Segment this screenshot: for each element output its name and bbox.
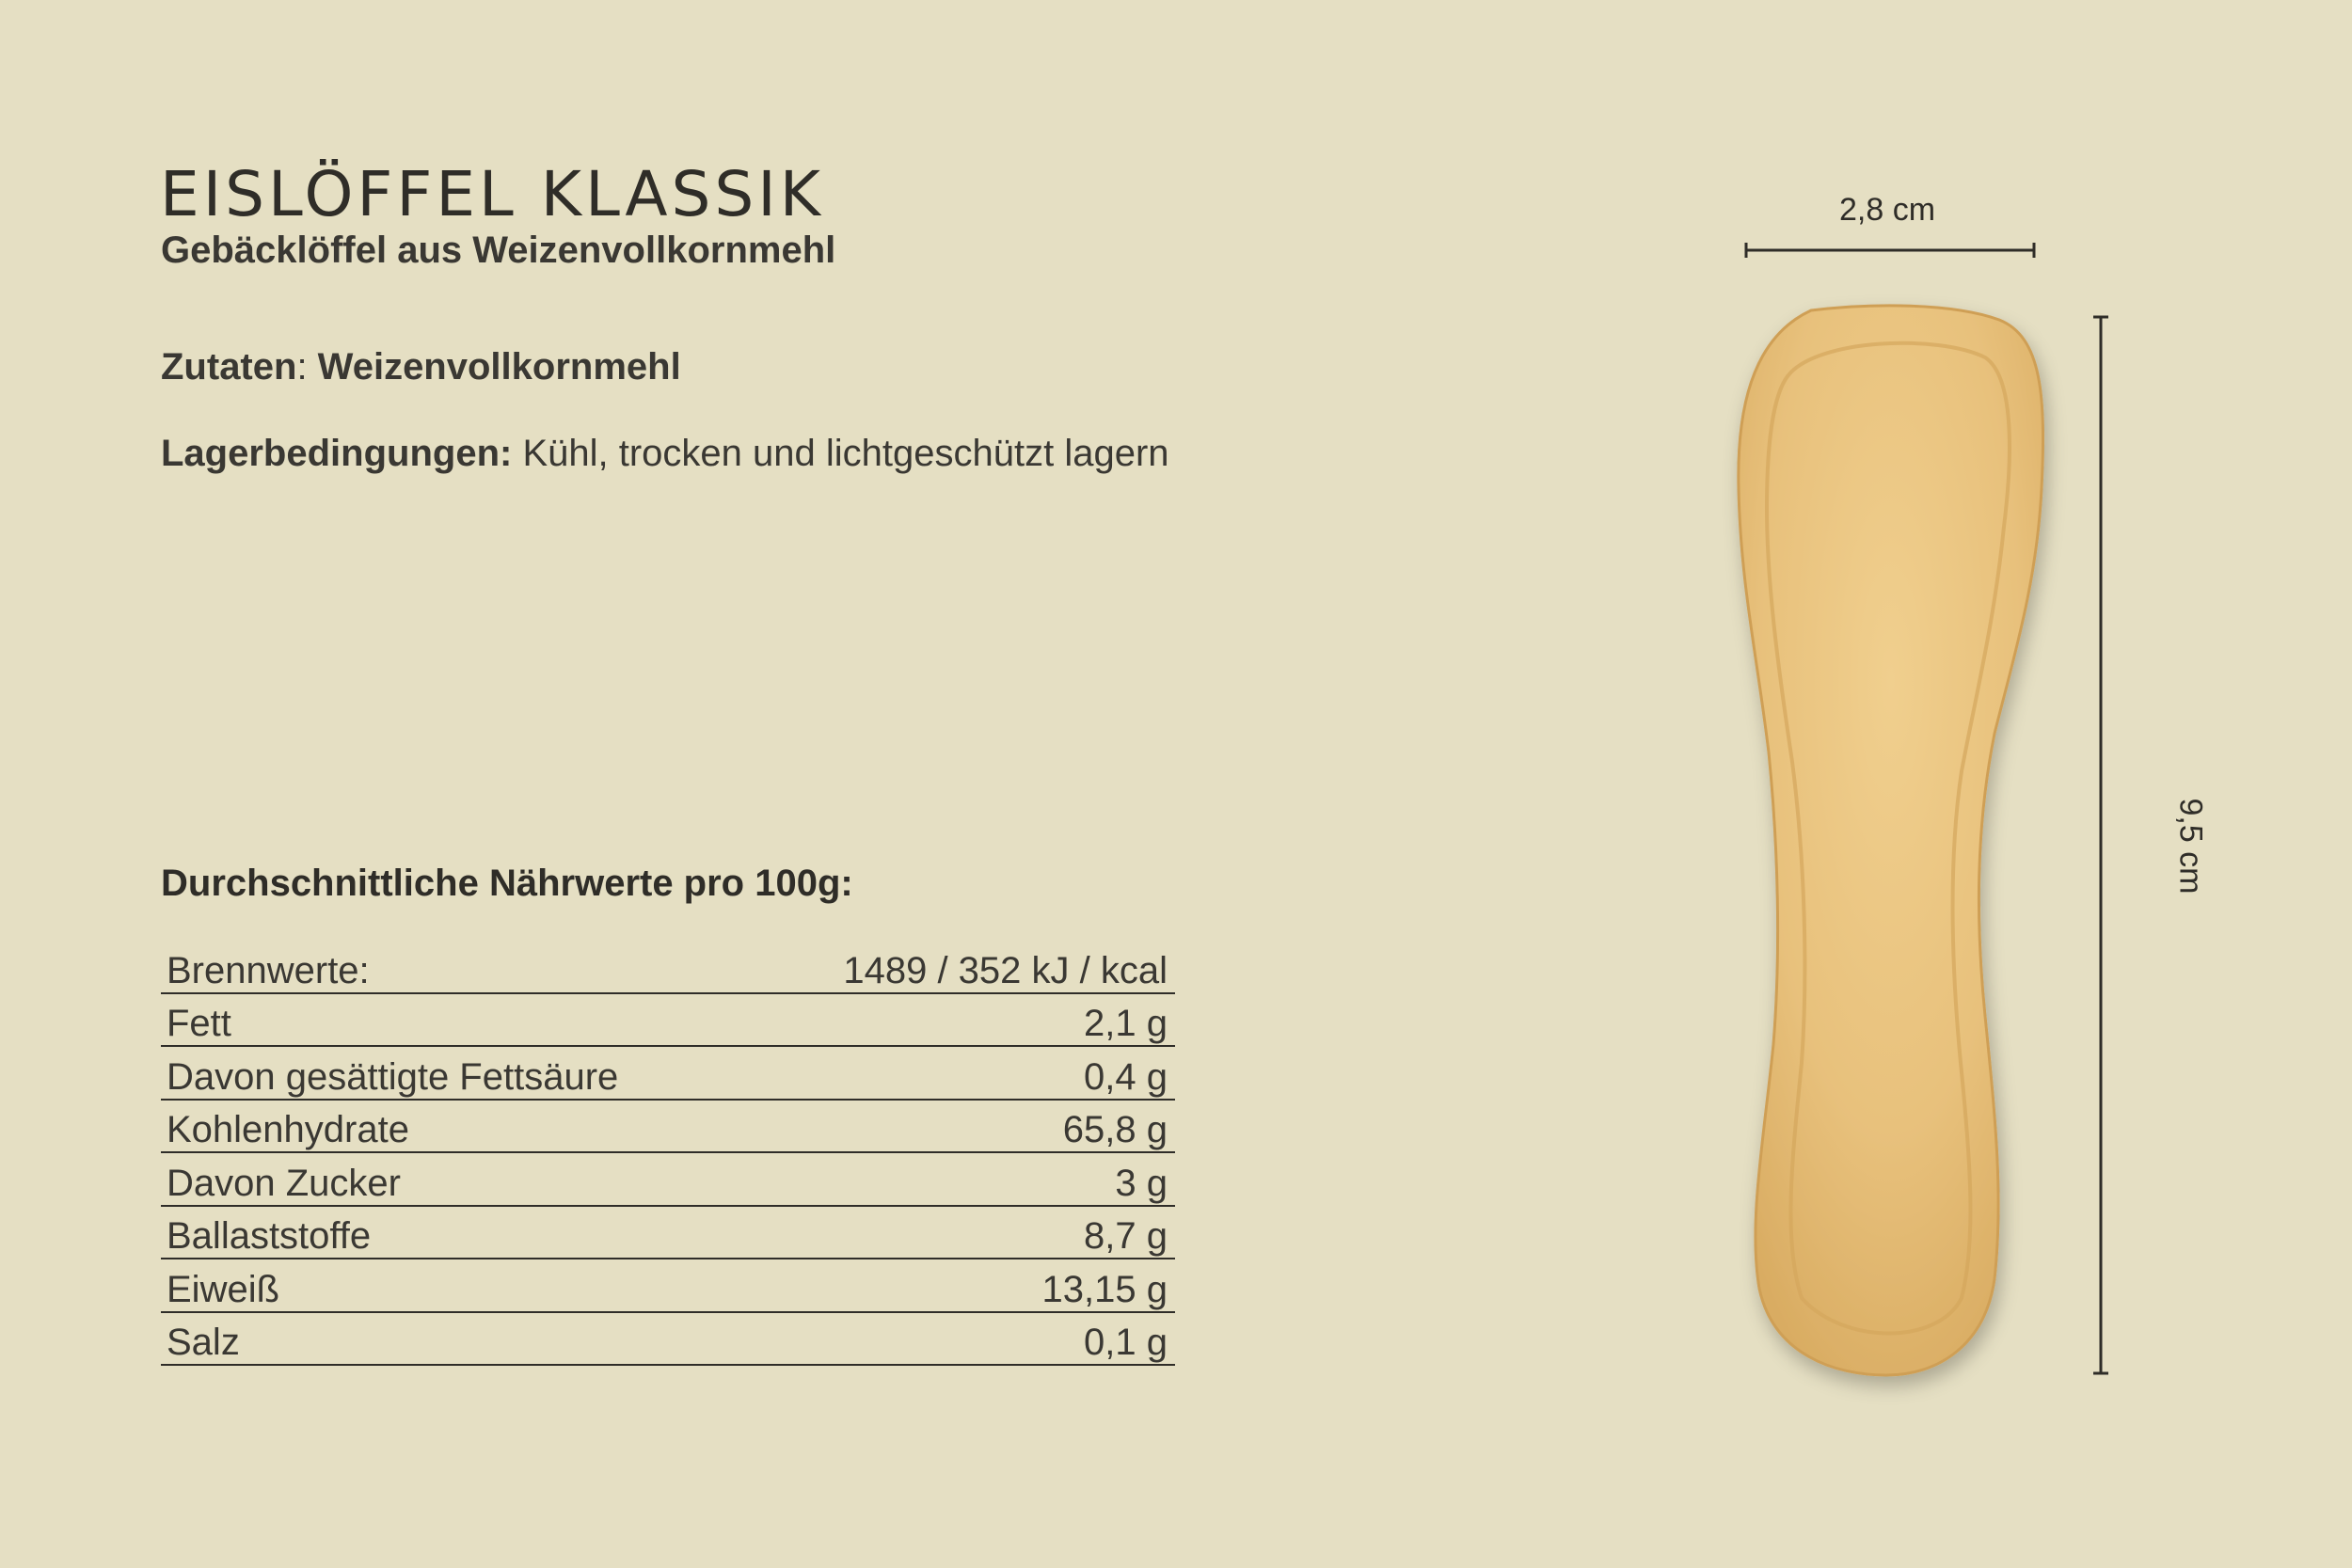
nutrition-name: Davon gesättigte Fettsäure: [167, 1055, 619, 1098]
storage-label: Lagerbedingungen:: [161, 433, 513, 474]
nutrition-name: Ballaststoffe: [167, 1215, 372, 1257]
nutrition-name: Davon Zucker: [167, 1162, 401, 1204]
nutrition-value: 65,8 g: [1062, 1109, 1168, 1150]
product-title: EISLÖFFEL KLASSIK: [160, 158, 825, 230]
ingredients-label: Zutaten: [161, 346, 297, 388]
nutrition-name: Kohlenhydrate: [167, 1109, 409, 1150]
nutrition-value: 0,1 g: [1084, 1322, 1168, 1363]
ingredients-separator: :: [296, 346, 318, 388]
nutrition-name: Brennwerte:: [167, 949, 370, 991]
nutrition-value: 3 g: [1115, 1162, 1168, 1204]
nutrition-name: Fett: [167, 1003, 231, 1044]
storage-value: Kühl, trocken und lichtgeschützt lagern: [522, 433, 1169, 474]
width-dimension-label: 2,8 cm: [1839, 192, 1936, 228]
nutrition-name: Eiweiß: [167, 1268, 280, 1310]
nutrition-name: Salz: [167, 1322, 240, 1363]
nutrition-value: 1489 / 352 kJ / kcal: [843, 949, 1168, 991]
nutrition-value: 8,7 g: [1084, 1215, 1168, 1257]
ingredients-value: Weizenvollkornmehl: [317, 346, 681, 388]
product-subtitle: Gebäcklöffel aus Weizenvollkornmehl: [161, 230, 836, 271]
nutrition-heading: Durchschnittliche Nährwerte pro 100g:: [161, 863, 853, 904]
spoon-body: [1739, 306, 2043, 1375]
height-dimension-line: [2093, 317, 2108, 1373]
nutrition-value: 2,1 g: [1084, 1003, 1168, 1044]
width-dimension-line: [1746, 243, 2034, 258]
nutrition-value: 13,15 g: [1041, 1268, 1168, 1310]
height-dimension-label: 9,5 cm: [2172, 798, 2209, 895]
nutrition-value: 0,4 g: [1084, 1055, 1168, 1098]
